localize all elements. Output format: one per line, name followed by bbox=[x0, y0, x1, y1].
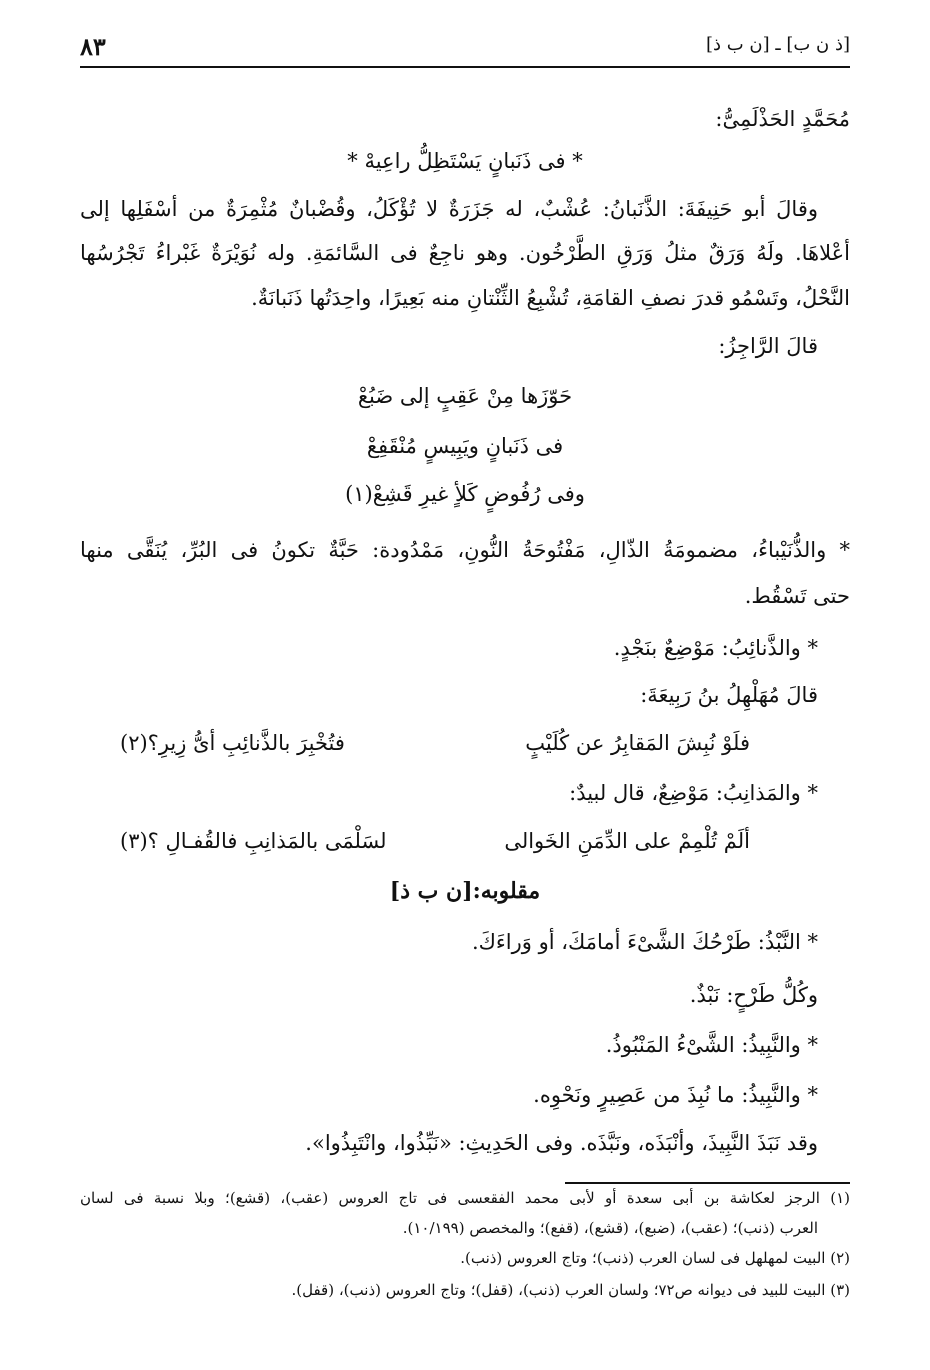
verse-line: * فى ذَنَبانٍ يَسْتَظِلُّ راعِيهْ * bbox=[347, 149, 583, 173]
paragraph-line: * والذُّنَيْباءُ، مضمومَةُ الذّالِ، مَفْتُوحَةُ النُّونِ، مَمْدُودة: حَبَّةٌ تكونُ فى البُرِّ، يُنَقَّى منها bbox=[80, 538, 850, 562]
paragraph-line: وقالَ أبو حَنِيفَةَ: الذَّنَبانُ: عُشْبٌ، له جَزَرَةٌ لا تُؤْكَلُ، وقُضْبانٌ مُثْمِرَةٌ من أسْفَلِها إلى bbox=[80, 197, 818, 221]
text-line: قالَ مُهَلْهِلُ بنُ رَبِيعَةَ: bbox=[640, 683, 818, 707]
text-line: قالَ الرَّاجِزُ: bbox=[718, 334, 818, 358]
verse-line: حَوّزَها مِنْ عَقِبٍ إلى ضَبُعْ bbox=[357, 384, 573, 408]
text-line: وكُلُّ طَرْحٍ: نَبْذٌ. bbox=[689, 983, 818, 1007]
page-number: ٨٣ bbox=[80, 32, 106, 61]
verse-first-hemistich: ألَمْ تُلْمِمْ على الدِّمَنِ الخَوالى bbox=[504, 829, 750, 853]
verse-second-hemistich: فتُخْبِرَ بالذَّنائِبِ أىُّ زِيرِ؟(٢) bbox=[120, 731, 345, 755]
header-title: [ذ ن ب] ـ [ن ب ذ] bbox=[705, 34, 850, 55]
text-line: وقد نَبَذَ النَّبِيذَ، وأنْبَذَه، ونَبَّذَه. وفى الحَدِيثِ: «نَبِّذُوا، وانْتَبِذُوا». bbox=[305, 1131, 818, 1155]
text-line: * والذَّنائِبُ: مَوْضِعٌ بنَجْدٍ. bbox=[613, 636, 818, 660]
footnote-line: (٢) البيت لمهلهل فى لسان العرب (ذنب)؛ وتاج العروس (ذنب). bbox=[460, 1249, 850, 1267]
footnote-rule bbox=[565, 1182, 850, 1184]
text-line: مُحَمَّدٍ الحَذْلَمِىُّ: bbox=[715, 107, 850, 131]
verse-line: فى ذَنَبانٍ ويَبِيسٍ مُنْقَفِعْ bbox=[366, 434, 564, 458]
text-line: * والنَّبِيذُ: الشَّىْءُ المَنْبُوذُ. bbox=[605, 1033, 818, 1057]
verse-line: وفى رُفُوضٍ كَلأٍ غيرِ قَشِعْ(١) bbox=[345, 482, 585, 506]
verse-row bbox=[80, 728, 850, 758]
text-line: * والمَذانِبُ: مَوْضِعٌ، قال لبيدٌ: bbox=[569, 781, 818, 805]
paragraph-line: حتى تَسْقُط. bbox=[744, 584, 850, 608]
paragraph-line: أعْلاهَا. ولَهُ وَرَقٌ مثلُ وَرَقِ الطَّرْخُون. وهو ناجِعٌ فى السَّائمَةِ. وله نُوَيْرَةٌ غَبْراءُ تَجْرُسُها bbox=[80, 241, 850, 265]
section-heading: مقلوبه:[ن ب ذ] bbox=[389, 878, 541, 904]
footnote-line: العرب (ذنب)؛ (عقب)، (ضبع)، (قشع)، (قفع)؛ والمخصص (١٠/١٩٩). bbox=[402, 1219, 818, 1237]
footnote-line: (٣) البيت للبيد فى ديوانه ص٧٢؛ ولسان العرب (ذنب)، (قفل)؛ وتاج العروس (ذنب)، (قفل). bbox=[291, 1281, 850, 1299]
text-line: * والنَّبِيذُ: ما نُبِذَ من عَصِيرٍ ونَحْوِه. bbox=[533, 1083, 818, 1107]
verse-first-hemistich: فلَوْ نُبِشَ المَقابِرُ عن كُلَيْبٍ bbox=[525, 731, 750, 755]
header-rule bbox=[80, 66, 850, 68]
page-header bbox=[80, 34, 850, 68]
text-line: * النَّبْذُ: طَرْحُكَ الشَّىْءَ أمامَكَ، أو وَراءَكَ. bbox=[471, 930, 818, 954]
footnote-line: (١) الرجز لعكاشة بن أبى سعدة أو لأبى محمد الفقعسى فى تاج العروس (عقب)، (قشع)؛ وبلا نسبة فى لسان bbox=[80, 1189, 850, 1207]
verse-second-hemistich: لسَلْمَى بالمَذانِبِ فالقُفـالِ ؟(٣) bbox=[120, 829, 387, 853]
verse-row bbox=[80, 826, 850, 856]
paragraph-line: النَّحْلُ، وتَسْمُو قدرَ نصفِ القامَةِ، تُشْبِعُ الثِّنْتانِ منه بَعِيرًا، واحِدَتُها ذَنَبانَةٌ. bbox=[251, 286, 850, 310]
